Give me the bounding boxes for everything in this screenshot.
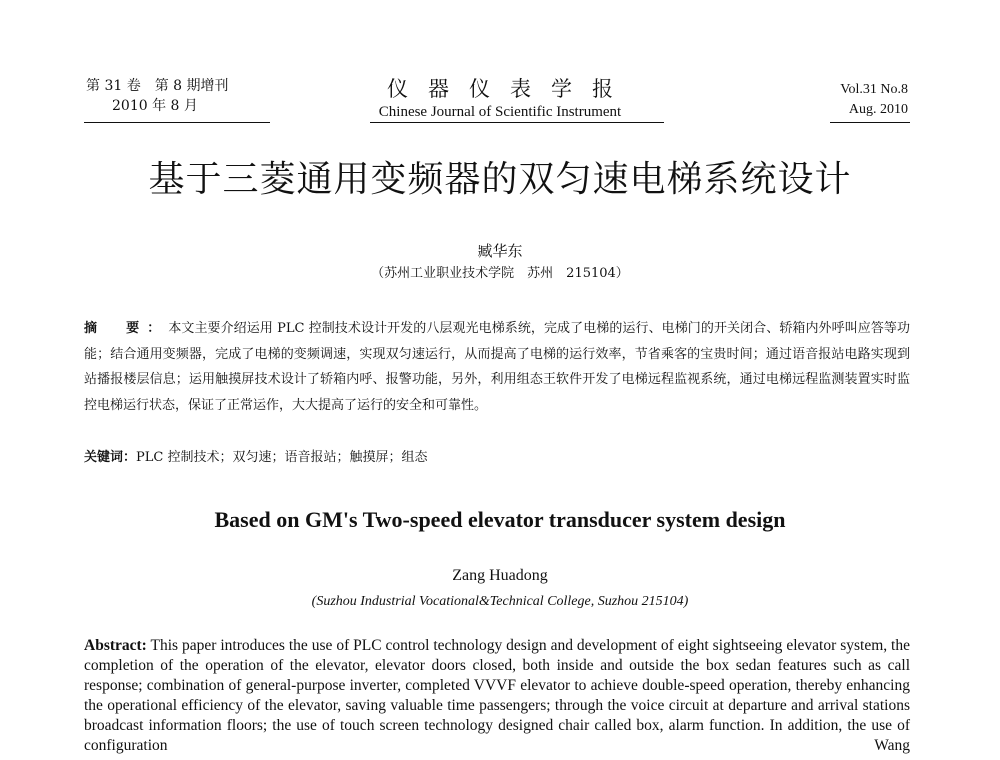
abstract-en-text: This paper introduces the use of PLC control technology design and development of eight sightseeing elevator system, the completion of the operation of the elevator, elevator doors closed, both inside and outside the box sedan features such as call response; combination of general-purpose inverter, completed VVVF elevator to achieve double-speed operation, thereby enhancing the operational efficiency of the elevator, saving valuable time passengers; through the voice circuit at departure and arrival stations broadcast information floors; the use of touch screen technology designed chair called box, alarm function. In addition, the use of configuration Wang [84,637,910,754]
keywords-cn-text: PLC 控制技术；双匀速；语音报站；触摸屏；组态 [136,450,428,465]
affiliation-cn: （苏州工业职业技术学院 苏州 215104） [371,266,629,281]
header-rule-right [830,122,910,123]
abstract-cn-text: 本文主要介绍运用 PLC 控制技术设计开发的八层观光电梯系统，完成了电梯的运行、电梯门的开关闭合、轿箱内外呼叫应答等功能；结合通用变频器，完成了电梯的变频调速，实现双匀速运行，从而提高了电梯的运行效率，节省乘客的宝贵时间；通过语音报站电路实现到站播报楼层信息；运用触摸屏技术设计了轿箱内呼、报警功能，另外，利用组态王软件开发了电梯远程监视系统，通过电梯远程监测装置实时监控电梯运行状态，保证了正常运作，大大提高了运行的安全和可靠性。 [84,321,910,413]
keywords-cn [84,448,910,468]
header-rule-left [84,122,270,123]
keywords-cn-label: 关键词： [84,450,137,465]
abstract-en [84,636,910,756]
author-en: Zang Huadong [452,567,548,584]
journal-volume-info-en [800,76,908,120]
journal-name-en: Chinese Journal of Scientific Instrument [378,104,622,120]
publication-date-cn: 2010 年 8 月 [112,98,198,114]
volume-issue: 第 31 卷 第 8 期增刊 [86,78,229,94]
abstract-en-label: Abstract: [84,637,147,654]
journal-name-cn: 仪器仪表学报 [387,77,633,101]
paper-title-en: Based on GM's Two-speed elevator transducer system design [214,507,786,532]
publication-date-en: Aug. 2010 [848,102,908,117]
journal-volume-info [86,76,266,116]
journal-name [330,76,670,122]
affiliation-en: (Suzhou Industrial Vocational&Technical College, Suzhou 215104) [311,594,689,609]
paper-title-cn: 基于三菱通用变频器的双匀速电梯系统设计 [148,159,852,200]
volume-issue-en: Vol.31 No.8 [840,82,908,97]
author-cn: 臧华东 [477,242,523,260]
abstract-cn-label: 摘 要： [84,321,169,336]
header-rule-center [370,122,664,123]
abstract-cn [84,316,910,418]
